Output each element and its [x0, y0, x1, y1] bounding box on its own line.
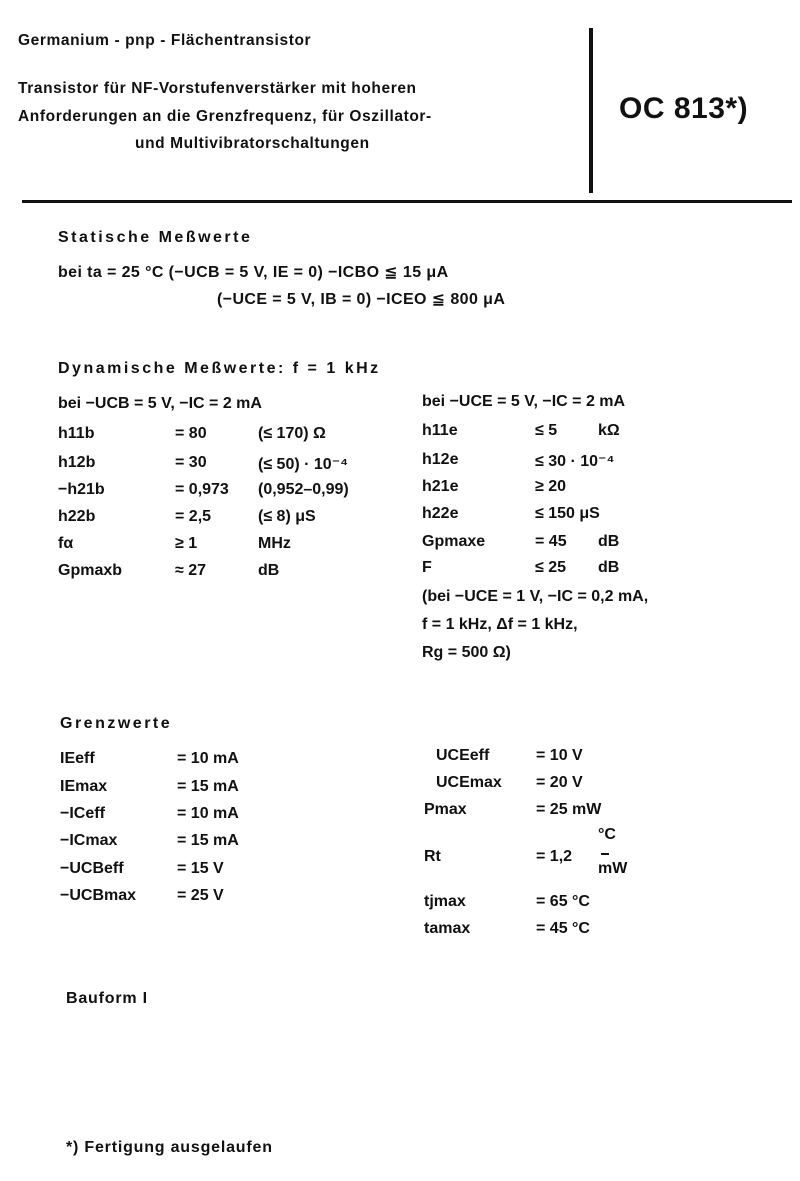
param-symbol: h12e — [422, 451, 459, 468]
header-horizontal-divider — [22, 200, 792, 203]
bauform-label: Bauform I — [66, 990, 148, 1007]
rt-unit-fraction-bar — [601, 853, 609, 855]
param-relation: = 45 — [535, 533, 567, 550]
limit-symbol: tjmax — [424, 893, 466, 910]
param-value: (≤ 50) · 10⁻⁴ — [258, 456, 349, 473]
limit-value: = 10 mA — [177, 750, 239, 767]
param-symbol: −h21b — [58, 481, 105, 498]
limit-value: = 10 mA — [177, 805, 239, 822]
rt-unit-numerator: °C — [598, 826, 616, 843]
limit-value: = 65 °C — [536, 893, 590, 910]
limit-symbol: −ICeff — [60, 805, 105, 822]
param-relation: ≤ 25 — [535, 559, 567, 576]
transistor-type-title: OC 813*) — [619, 92, 749, 125]
dynamic-note-line3: Rg = 500 Ω) — [422, 644, 511, 661]
limit-symbol: tamax — [424, 920, 471, 937]
limit-value: = 15 V — [177, 860, 224, 877]
limit-symbol: IEeff — [60, 750, 95, 767]
header-description-line1: Transistor für NF-Vorstufenverstärker mit hoheren — [18, 80, 417, 97]
param-value: (≤ 170) Ω — [258, 425, 326, 442]
limit-value: = 25 mW — [536, 801, 602, 818]
param-relation: = 0,973 — [175, 481, 229, 498]
param-value: dB — [598, 533, 620, 550]
dynamic-note-line2: f = 1 kHz, Δf = 1 kHz, — [422, 616, 578, 633]
param-symbol: h12b — [58, 454, 96, 471]
limit-value: = 45 °C — [536, 920, 590, 937]
limit-symbol: −UCBeff — [60, 860, 124, 877]
param-symbol: h22e — [422, 505, 459, 522]
limit-value: = 10 V — [536, 747, 583, 764]
param-symbol: Gpmaxb — [58, 562, 123, 579]
param-symbol: F — [422, 559, 432, 576]
param-relation: = 2,5 — [175, 508, 212, 525]
static-line2: (−UCE = 5 V, IB = 0) −ICEO ≦ 800 μA — [217, 291, 506, 308]
dynamic-note-line1: (bei −UCE = 1 V, −IC = 0,2 mA, — [422, 588, 649, 605]
header-description-line3: und Multivibratorschaltungen — [135, 135, 370, 152]
param-symbol: h21e — [422, 478, 459, 495]
param-value: dB — [258, 562, 280, 579]
dynamic-heading: Dynamische Meßwerte: f = 1 kHz — [58, 360, 381, 377]
param-relation: ≥ 20 — [535, 478, 567, 495]
param-relation: ≤ 5 — [535, 422, 558, 439]
limit-value: = 15 mA — [177, 832, 239, 849]
param-relation: = 30 — [175, 454, 207, 471]
static-line1: bei ta = 25 °C (−UCB = 5 V, IE = 0) −ICBO ≦ 15 μA — [58, 264, 449, 281]
static-heading: Statische Meßwerte — [58, 229, 253, 246]
limit-symbol: −ICmax — [60, 832, 118, 849]
limit-symbol: −UCBmax — [60, 887, 137, 904]
limit-symbol: Pmax — [424, 801, 467, 818]
rt-unit-denominator: mW — [598, 860, 628, 877]
param-relation: = 80 — [175, 425, 207, 442]
dynamic-right-condition: bei −UCE = 5 V, −IC = 2 mA — [422, 393, 626, 410]
limit-symbol: Rt — [424, 848, 441, 865]
limit-symbol: UCEeff — [436, 747, 490, 764]
param-symbol: Gpmaxe — [422, 533, 486, 550]
header-line1: Germanium - pnp - Flächentransistor — [18, 32, 312, 49]
param-value: kΩ — [598, 422, 620, 439]
limits-heading: Grenzwerte — [60, 715, 173, 732]
param-relation: ≤ 30 · 10⁻⁴ — [535, 453, 615, 470]
header-vertical-divider — [589, 28, 593, 193]
param-relation: ≥ 1 — [175, 535, 198, 552]
param-symbol: fα — [58, 535, 74, 552]
limit-value: = 20 V — [536, 774, 583, 791]
limit-value: = 1,2 — [536, 848, 573, 865]
limit-value: = 25 V — [177, 887, 224, 904]
param-relation: ≤ 150 μS — [535, 505, 600, 522]
param-symbol: h22b — [58, 508, 96, 525]
param-value: MHz — [258, 535, 291, 552]
dynamic-left-condition: bei −UCB = 5 V, −IC = 2 mA — [58, 395, 262, 412]
param-relation: ≈ 27 — [175, 562, 207, 579]
param-value: (0,952–0,99) — [258, 481, 349, 498]
param-value: (≤ 8) μS — [258, 508, 316, 525]
param-symbol: h11e — [422, 422, 458, 439]
limit-symbol: IEmax — [60, 778, 108, 795]
header-description-line2: Anforderungen an die Grenzfrequenz, für Oszillator- — [18, 108, 432, 125]
param-value: dB — [598, 559, 620, 576]
footnote: *) Fertigung ausgelaufen — [66, 1139, 273, 1156]
limit-symbol: UCEmax — [436, 774, 502, 791]
param-symbol: h11b — [58, 425, 95, 442]
limit-value: = 15 mA — [177, 778, 239, 795]
